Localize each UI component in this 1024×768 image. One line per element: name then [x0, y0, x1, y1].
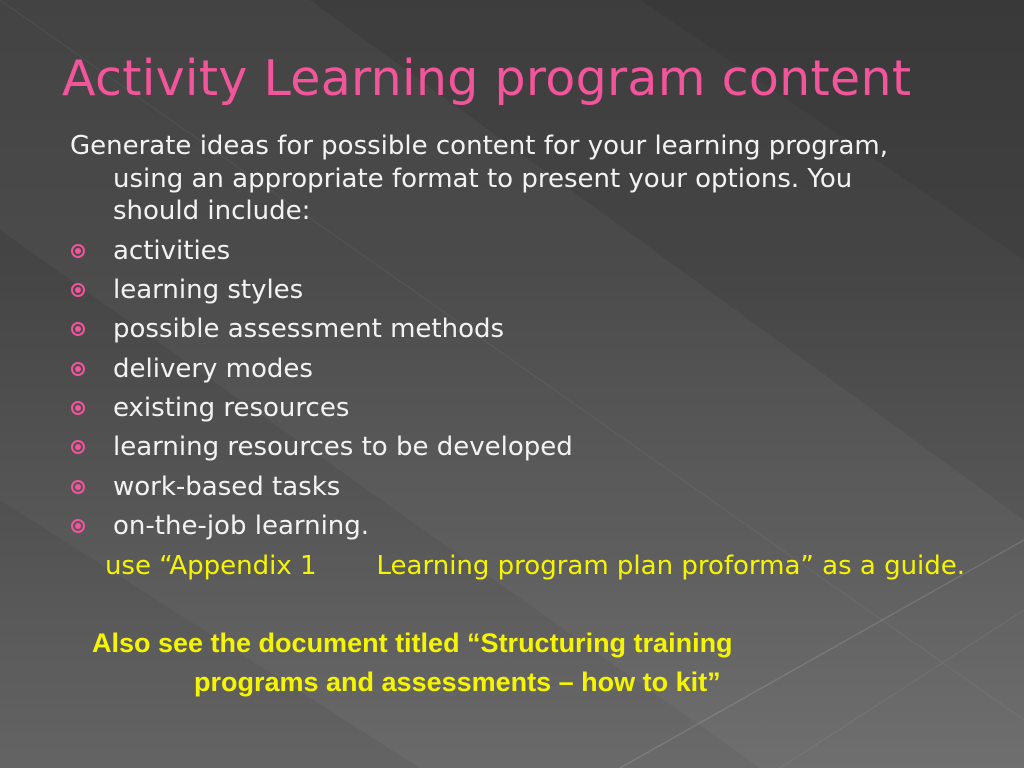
- bullet-text: on-the-job learning.: [113, 511, 370, 542]
- appendix-note-part1: use “Appendix 1: [104, 551, 317, 581]
- bullet-text: learning resources to be developed: [113, 432, 573, 463]
- slide-title: Activity Learning program content: [62, 50, 912, 107]
- bullet-text: possible assessment methods: [113, 314, 505, 345]
- intro-paragraph: Generate ideas for possible content for your learning program, using an appropriate format to present your options. You should include:: [70, 131, 889, 226]
- appendix-note: [60, 550, 1010, 582]
- bullet-text: work-based tasks: [113, 471, 341, 502]
- circled-dot-icon: [71, 322, 85, 336]
- bullet-text: activities: [113, 235, 231, 266]
- bullet-item: [70, 232, 970, 271]
- bullet-item: [70, 468, 970, 507]
- bullet-item: [70, 310, 970, 349]
- bullet-item: [70, 389, 970, 428]
- circled-dot-icon: [71, 480, 85, 494]
- bullet-item: [70, 428, 970, 467]
- circled-dot-icon: [71, 440, 85, 454]
- slide-body: [70, 130, 970, 547]
- circled-dot-icon: [71, 244, 85, 258]
- see-also-line1: Also see the document titled “Structuring training: [92, 628, 733, 658]
- bullet-list: [70, 232, 970, 547]
- circled-dot-icon: [71, 362, 85, 376]
- bullet-item: [70, 350, 970, 389]
- circled-dot-icon: [71, 283, 85, 297]
- bullet-text: existing resources: [113, 393, 350, 424]
- circled-dot-icon: [71, 401, 85, 415]
- see-also-note: [92, 624, 952, 702]
- bullet-item: [70, 507, 970, 546]
- appendix-note-part2: Learning program plan proforma” as a guide.: [376, 551, 966, 581]
- circled-dot-icon: [71, 519, 85, 533]
- bullet-item: [70, 271, 970, 310]
- see-also-line2: programs and assessments – how to kit”: [194, 667, 721, 697]
- bullet-text: delivery modes: [113, 353, 313, 384]
- bullet-text: learning styles: [113, 274, 304, 305]
